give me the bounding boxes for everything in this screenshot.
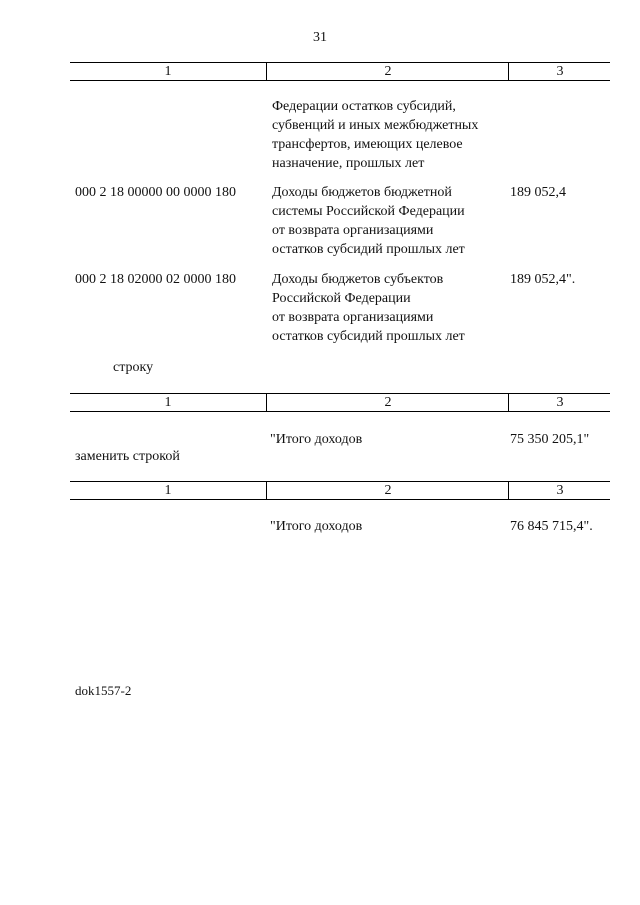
column-header-1: 1 bbox=[164, 64, 172, 79]
column-header-1: 1 bbox=[164, 395, 172, 410]
budget-code: 000 2 18 00000 00 0000 180 bbox=[75, 185, 236, 200]
row-name-line: Доходы бюджетов бюджетной bbox=[272, 185, 452, 200]
row-name-line: системы Российской Федерации bbox=[272, 204, 465, 219]
column-header-3: 3 bbox=[508, 63, 611, 80]
continuation-line: назначение, прошлых лет bbox=[272, 156, 425, 171]
continuation-line: Федерации остатков субсидий, bbox=[272, 99, 456, 114]
table-header bbox=[70, 62, 610, 81]
instruction-phrase: строку bbox=[113, 360, 154, 375]
row-name-line: Российской Федерации bbox=[272, 291, 411, 306]
column-header-3: 3 bbox=[508, 394, 611, 411]
total-label: "Итого доходов bbox=[270, 432, 363, 447]
budget-code: 000 2 18 02000 02 0000 180 bbox=[75, 272, 236, 287]
table-header bbox=[70, 393, 610, 412]
instruction-phrase: заменить строкой bbox=[75, 449, 180, 464]
table-header bbox=[70, 481, 610, 500]
column-header-3: 3 bbox=[508, 482, 611, 499]
row-name-line: остатков субсидий прошлых лет bbox=[272, 329, 465, 344]
row-name-line: остатков субсидий прошлых лет bbox=[272, 242, 465, 257]
total-amount: 76 845 715,4". bbox=[510, 519, 593, 534]
row-name bbox=[272, 270, 507, 346]
row-name-line: Доходы бюджетов субъектов bbox=[272, 272, 444, 287]
column-header-2: 2 bbox=[266, 63, 509, 80]
column-header-2: 2 bbox=[266, 394, 509, 411]
column-header-2: 2 bbox=[266, 482, 509, 499]
row-amount: 189 052,4 bbox=[510, 185, 566, 200]
page-number: 31 bbox=[313, 30, 327, 45]
continuation-line: субвенций и иных межбюджетных bbox=[272, 118, 479, 133]
row-name-line: от возврата организациями bbox=[272, 223, 434, 238]
total-amount: 75 350 205,1" bbox=[510, 432, 590, 447]
total-label: "Итого доходов bbox=[270, 519, 363, 534]
continuation-line: трансфертов, имеющих целевое bbox=[272, 137, 463, 152]
row-name bbox=[272, 183, 507, 259]
continuation-text bbox=[272, 97, 507, 173]
document-code: dok1557-2 bbox=[75, 683, 132, 698]
row-amount: 189 052,4". bbox=[510, 272, 576, 287]
column-header-1: 1 bbox=[164, 483, 172, 498]
row-name-line: от возврата организациями bbox=[272, 310, 434, 325]
